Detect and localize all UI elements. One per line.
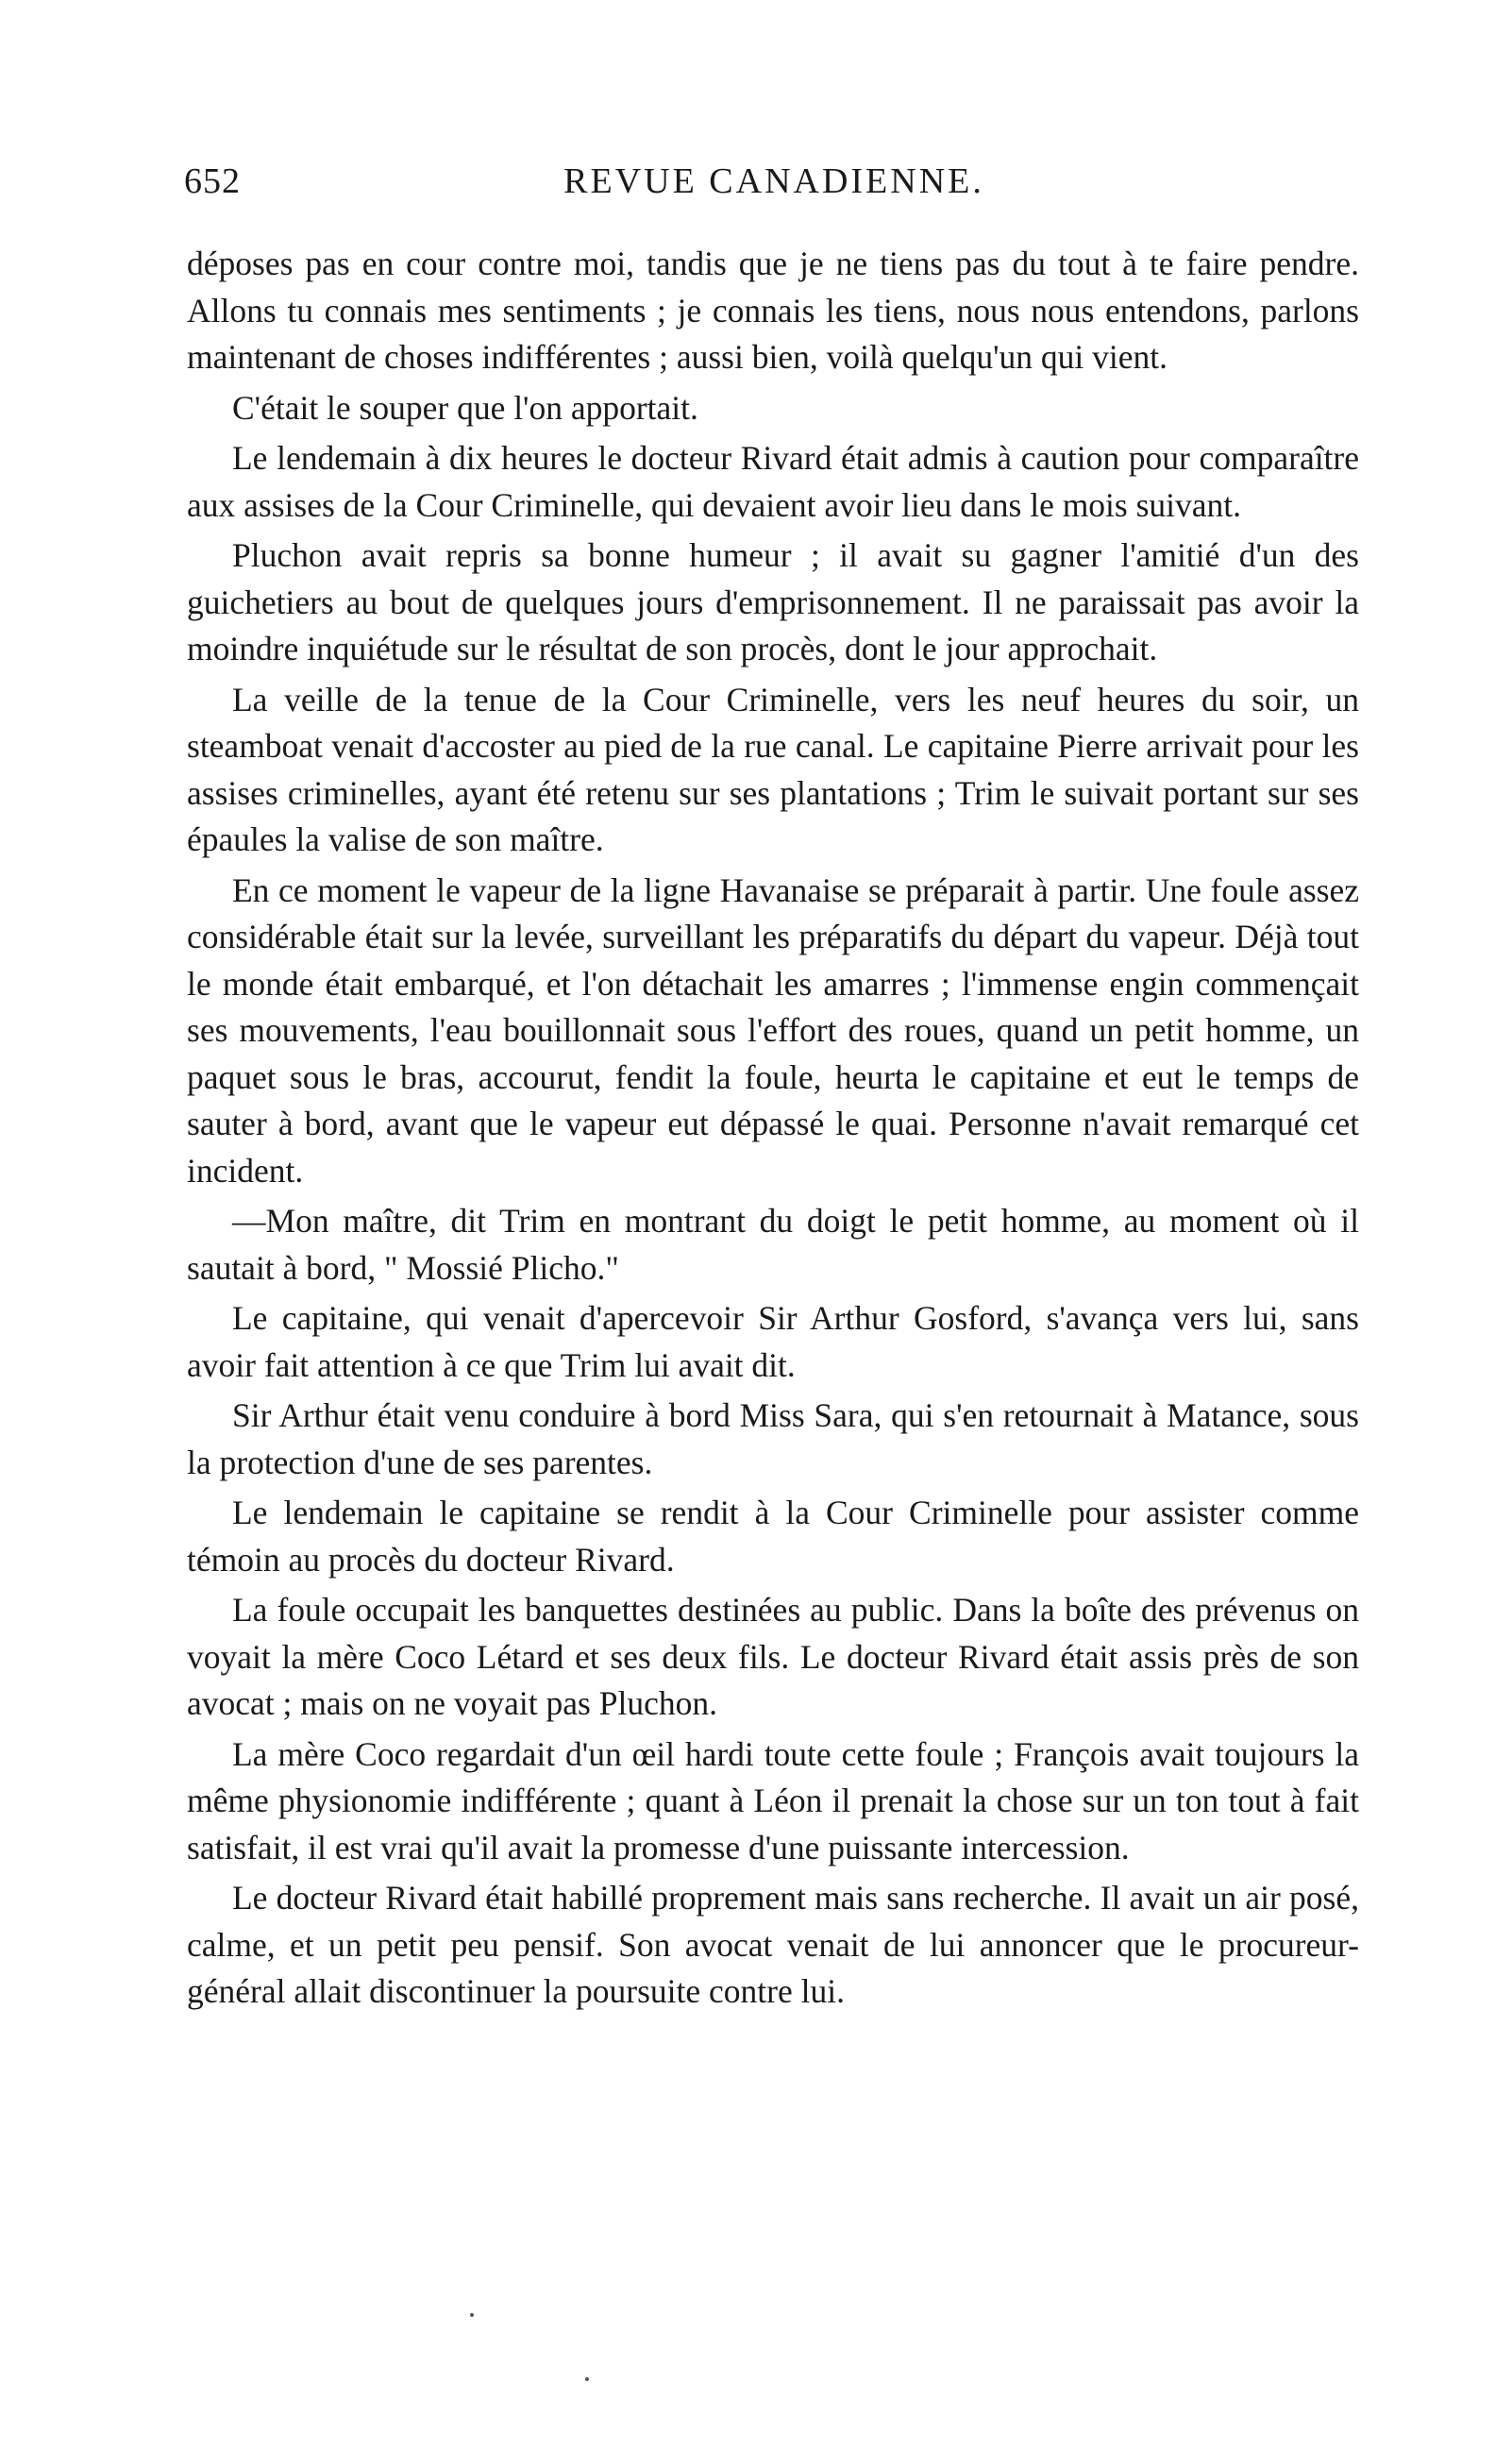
- paragraph-9: Sir Arthur était venu conduire à bord Miss Sara, qui s'en retournait à Matance, sous la protection d'une de ses parentes.: [187, 1396, 1359, 1481]
- paragraph-13: Le docteur Rivard était habillé proprement mais sans recherche. Il avait un air posé, calme, et un petit peu pensif. Son avocat venait de lui annoncer que le procureur-général allait discontinuer la poursuite contre lui.: [187, 1879, 1359, 2010]
- paragraph-5: La veille de la tenue de la Cour Criminelle, vers les neuf heures du soir, un steamboat venait d'accoster au pied de la rue canal. Le capitaine Pierre arrivait pour les assises criminelles, ayant été retenu sur ses plantations ; Trim le suivait portant sur ses épaules la valise de son maître.: [187, 680, 1359, 858]
- paragraph-2: C'était le souper que l'on apportait.: [232, 388, 698, 427]
- running-head: [184, 160, 1364, 208]
- body-text: [187, 241, 1359, 2019]
- scan-speck: [470, 2313, 474, 2317]
- paragraph-6: En ce moment le vapeur de la ligne Havanaise se préparait à partir. Une foule assez considérable était sur la levée, surveillant les préparatifs du départ du vapeur. Déjà tout le monde était embarqué, et l'on détachait les amarres ; l'immense engin commençait ses mouvements, l'eau bouillonnait sous l'effort des roues, quand un petit homme, un paquet sous le bras, accourut, fendit la foule, heurta le capitaine et eut le temps de sauter à bord, avant que le vapeur eut dépassé le quai. Personne n'avait remarqué cet incident.: [187, 870, 1359, 1190]
- paragraph-7: —Mon maître, dit Trim en montrant du doigt le petit homme, au moment où il sautait à bord, " Mossié Plicho.": [187, 1202, 1359, 1287]
- page-number: 652: [184, 161, 241, 201]
- paragraph-3: Le lendemain à dix heures le docteur Rivard était admis à caution pour comparaître aux assises de la Cour Criminelle, qui devaient avoir lieu dans le mois suivant.: [187, 439, 1359, 524]
- paragraph-12: La mère Coco regardait d'un œil hardi toute cette foule ; François avait toujours la même physionomie indifférente ; quant à Léon il prenait la chose sur un ton tout à fait satisfait, il est vrai qu'il avait la promesse d'une puissante intercession.: [187, 1734, 1359, 1866]
- scan-speck: [585, 2377, 589, 2381]
- paragraph-8: Le capitaine, qui venait d'apercevoir Sir Arthur Gosford, s'avança vers lui, sans avoir fait attention à ce que Trim lui avait dit.: [187, 1299, 1359, 1384]
- paragraph-1: déposes pas en cour contre moi, tandis que je ne tiens pas du tout à te faire pendre. Allons tu connais mes sentiments ; je connais les tiens, nous nous entendons, parlons maintenant de choses indifférentes ; aussi bien, voilà quelqu'un qui vient.: [187, 245, 1359, 376]
- paragraph-10: Le lendemain le capitaine se rendit à la Cour Criminelle pour assister comme témoin au procès du docteur Rivard.: [187, 1494, 1359, 1579]
- paragraph-4: Pluchon avait repris sa bonne humeur ; il avait su gagner l'amitié d'un des guichetiers au bout de quelques jours d'emprisonnement. Il ne paraissait pas avoir la moindre inquiétude sur le résultat de son procès, dont le jour approchait.: [187, 536, 1359, 667]
- journal-title: REVUE CANADIENNE.: [563, 161, 984, 201]
- paragraph-11: La foule occupait les banquettes destinées au public. Dans la boîte des prévenus on voyait la mère Coco Létard et ses deux fils. Le docteur Rivard était assis près de son avocat ; mais on ne voyait pas Pluchon.: [187, 1591, 1359, 1722]
